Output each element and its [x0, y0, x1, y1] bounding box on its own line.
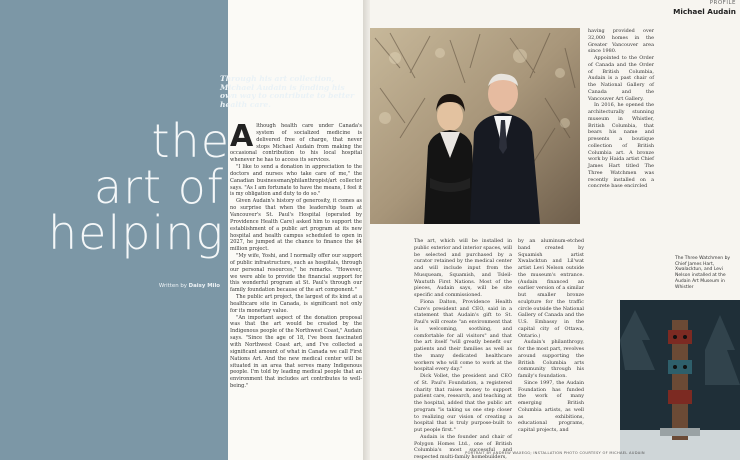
body-paragraph: Fiona Dalton, Providence Health Care's president and CEO, said in a statement that Audain's gift to St. Paul's will create "an environment that is welcoming, soothing, and comfortable for all visitors" and that the art itself "will greatly benefit our patients and their families as well as the many dedicated healthcare workers who will come to work at the hospital every day." — [414, 298, 512, 373]
left-page — [0, 0, 366, 460]
body-paragraph: Although health care under Canada's system of socialized medicine is delivered free of charge, that never stops Michael Audain from making the occasional contribution to his local hospital whenever he has to access its services. — [230, 119, 362, 164]
totem-photo — [620, 300, 740, 460]
body-paragraph: by an aluminum-etched band created by Squamish artist Xwalacktun and Lil'wat artist Levi Nelson outside the museum's entrance. (Audain financed an earlier version of a similar but smaller bronze sculpture for the traffic circle outside the National Gallery of Canada and the U.S. Embassy in the capital city of Ottawa, Ontario.) — [518, 238, 584, 339]
body-paragraph: "An important aspect of the donation proposal was that the art would be created by the Indigenous people of the Northwest Coast," Audain says. "Since the age of 18, I've been fascinated with Northwest Coast art, and I've collected a significant amount of what in Canada we call First Nations Art. And the new medical center will be situated in an area that serves many Indigenous people. I'm told by leading medical people that an environment that includes art contributes to well-being." — [230, 314, 362, 390]
headline — [0, 114, 230, 260]
body-paragraph: "My wife, Yoshi, and I normally offer our support of public infrastructure, such as hospitals, through our personal resources," he remarks. "However, we were able to provide the financial support for this wonderful program at St. Paul's through our family foundation because of the art component." — [230, 253, 362, 294]
body-paragraph: having provided over 32,000 homes in the Greater Vancouver area since 1980. — [588, 28, 654, 55]
totem-caption: The Three Watchmen by Chief James Hart, Xwalacktun, and Levi Nelson installed at the Audain Art Museum in Whistler — [675, 256, 731, 290]
byline-prefix: Written by — [158, 283, 187, 289]
body-paragraph: Audain is the founder and chair of Polygon Homes Ltd., one of British Columbia's most successful and respected multi-family homebuilders, — [414, 433, 512, 460]
photo-credit: PORTRAIT BY ANDREW WAXEGG; INSTALLATION PHOTO COURTESY OF MICHAEL AUDAIN — [465, 451, 645, 455]
body-paragraph: In 2016, he opened the architecturally stunning museum in Whistler, British Columbia, that bears his name and presents a boutique collection of British Columbia art. A bronze work by Haida artist Chief James Hart titled The Three Watchmen was recently installed on a concrete base encircled — [588, 102, 654, 190]
left-body-column — [230, 119, 362, 390]
body-paragraph: Audain's philanthropy, for the most part, revolves around supporting the British Columbia arts community through his family's foundation. — [518, 339, 584, 379]
body-paragraph: Given Audain's history of generosity, it comes as no surprise that when the leadership team at Vancouver's St. Paul's Hospital (operated by Providence Health Care) asked him to support the establishment of a public art program at its new hospital and health campus scheduled to open in 2027, he jumped at the chance to finance the $4 million project. — [230, 198, 362, 253]
totem-illustration — [620, 300, 740, 460]
headline-line-3: helping — [48, 206, 224, 260]
body-column-c — [588, 28, 654, 190]
body-paragraph: "I like to send a donation in appreciation to the doctors and nurses who take care of me," the Canadian businessman/philanthropist/art collector says. "As I am fortunate to have the means, I feel it is my obligation and duty to do so." — [230, 164, 362, 198]
body-paragraph: Dick Vollet, the president and CEO of St. Paul's Foundation, a registered charity that raises money to support patient care, research, and teaching at the hospital, added that the public art program "is taking us one step closer to realizing our vision of creating a hospital that is truly purpose-built to put people first." — [414, 373, 512, 433]
body-paragraph: Appointed to the Order of Canada and the Order of British Columbia, Audain is a past chair of the National Gallery of Canada and the Vancouver Art Gallery. — [588, 55, 654, 102]
section-name: Michael Audain — [673, 7, 736, 16]
byline-author: Daisy Milo — [188, 283, 220, 289]
headline-line-2: art of — [93, 160, 224, 214]
portrait-photo — [370, 28, 580, 224]
deck-text: Through his art collection, Michael Audain is finding his own way to contribute to better health care. — [220, 74, 355, 109]
section-header — [673, 0, 736, 16]
body-column-a — [414, 238, 512, 460]
body-paragraph: Since 1997, the Audain Foundation has funded the work of many emerging British Columbia artists, as well as exhibitions, educational programs, capital projects, and — [518, 379, 584, 433]
portrait-illustration — [370, 28, 580, 224]
drop-cap: A — [230, 119, 254, 154]
section-tag: PROFILE — [709, 0, 736, 6]
body-column-b — [518, 238, 584, 434]
byline — [120, 283, 228, 289]
headline-line-1: the — [151, 114, 230, 168]
body-paragraph: The art, which will be installed in public exterior and interior spaces, will be selected and purchased by a curator retained by the medical center and will include input from the Musqueam, Squamish, and Tsleil-Waututh First Nations. Most of the pieces, Audain says, will be site specific and commissioned. — [414, 238, 512, 298]
body-paragraph: The public art project, the largest of its kind at a healthcare site in Canada, is significant not only for its monetary value. — [230, 294, 362, 314]
right-page — [370, 0, 740, 460]
